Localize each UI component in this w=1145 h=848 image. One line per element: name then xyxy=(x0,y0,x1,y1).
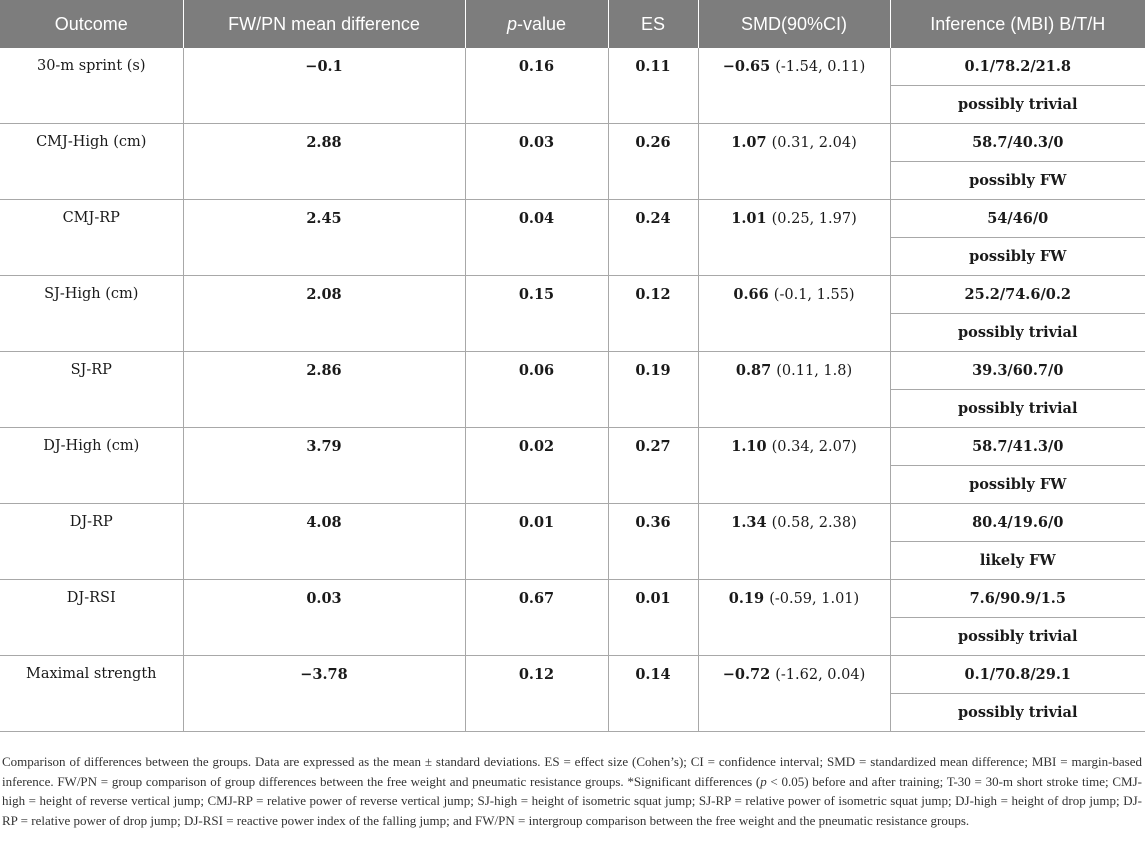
table-row xyxy=(0,580,1145,618)
outcome-cell: SJ-RP xyxy=(0,352,183,428)
smd-confidence-interval: (0.31, 2.04) xyxy=(771,135,857,151)
smd-cell xyxy=(698,580,890,656)
table-row xyxy=(0,200,1145,238)
es-cell: 0.26 xyxy=(608,124,698,200)
smd-estimate: 0.19 xyxy=(728,590,765,607)
smd-estimate: 0.87 xyxy=(735,362,772,379)
p-value-cell: 0.01 xyxy=(465,504,608,580)
mbi-percentages-cell: 54/46/0 xyxy=(890,200,1145,238)
inference-label-cell: possibly trivial xyxy=(890,694,1145,732)
outcome-cell: DJ-RSI xyxy=(0,580,183,656)
outcome-cell: Maximal strength xyxy=(0,656,183,732)
mbi-percentages-cell: 58.7/40.3/0 xyxy=(890,124,1145,162)
outcome-cell: DJ-RP xyxy=(0,504,183,580)
smd-confidence-interval: (-1.54, 0.11) xyxy=(775,59,866,75)
p-value-cell: 0.16 xyxy=(465,48,608,124)
smd-confidence-interval: (0.25, 1.97) xyxy=(771,211,857,227)
es-cell: 0.19 xyxy=(608,352,698,428)
caption-text-part1: Comparison of differences between the groups. Data are expressed as the mean ± standard deviations. ES = effect size (Cohen’s); CI = confidence interval; SMD = standardized mean difference; MBI = margin-based inference. FW/PN = group comparison of group differences between the free weight and pneumatic resistance groups. *Significant differences ( xyxy=(2,754,1142,789)
smd-cell xyxy=(698,504,890,580)
smd-cell xyxy=(698,656,890,732)
p-value-cell: 0.02 xyxy=(465,428,608,504)
header-p-italic: p xyxy=(506,13,517,34)
inference-label-cell: possibly trivial xyxy=(890,618,1145,656)
smd-estimate: 1.34 xyxy=(731,514,767,531)
table-row xyxy=(0,276,1145,314)
inference-label-cell: likely FW xyxy=(890,542,1145,580)
smd-confidence-interval: (0.58, 2.38) xyxy=(771,515,857,531)
mbi-percentages-cell: 58.7/41.3/0 xyxy=(890,428,1145,466)
mbi-percentages-cell: 0.1/78.2/21.8 xyxy=(890,48,1145,86)
smd-estimate: 0.66 xyxy=(733,286,769,303)
smd-confidence-interval: (0.11, 1.8) xyxy=(776,363,853,379)
mbi-percentages-cell: 39.3/60.7/0 xyxy=(890,352,1145,390)
mbi-percentages-cell: 25.2/74.6/0.2 xyxy=(890,276,1145,314)
mean-difference-cell: 2.45 xyxy=(183,200,465,276)
smd-confidence-interval: (0.34, 2.07) xyxy=(771,439,857,455)
p-value-cell: 0.12 xyxy=(465,656,608,732)
inference-label-cell: possibly trivial xyxy=(890,86,1145,124)
header-row xyxy=(0,0,1145,48)
caption-text-part2: < 0.05) before and after training; T-30 = 30-m short stroke time; CMJ-high = height of reverse vertical jump; CMJ-RP = relative power of reverse vertical jump; SJ-high = height of isometric squat jump; SJ-RP = relative power of isometric squat jump; DJ-high = height of drop jump; DJ-RP = relative power of drop jump; DJ-RSI = reactive power index of the falling jump; and FW/PN = intergroup comparison between the free weight and the pneumatic resistance groups. xyxy=(2,773,1142,828)
table-body xyxy=(0,48,1145,732)
smd-confidence-interval: (-1.62, 0.04) xyxy=(775,667,866,683)
header-outcome: Outcome xyxy=(0,0,183,48)
mean-difference-cell: 2.86 xyxy=(183,352,465,428)
mean-difference-cell: 2.08 xyxy=(183,276,465,352)
table-caption xyxy=(2,752,1142,830)
smd-estimate: 1.01 xyxy=(731,210,767,227)
smd-estimate: −0.65 xyxy=(722,58,771,75)
smd-cell xyxy=(698,276,890,352)
header-inference: Inference (MBI) B/T/H xyxy=(890,0,1145,48)
es-cell: 0.27 xyxy=(608,428,698,504)
header-p-value xyxy=(465,0,608,48)
table-row xyxy=(0,504,1145,542)
mean-difference-cell: −3.78 xyxy=(183,656,465,732)
mean-difference-cell: 3.79 xyxy=(183,428,465,504)
mean-difference-cell: 0.03 xyxy=(183,580,465,656)
table-row xyxy=(0,124,1145,162)
smd-estimate: 1.07 xyxy=(731,134,767,151)
p-value-cell: 0.06 xyxy=(465,352,608,428)
smd-cell xyxy=(698,124,890,200)
p-value-cell: 0.04 xyxy=(465,200,608,276)
mbi-percentages-cell: 0.1/70.8/29.1 xyxy=(890,656,1145,694)
smd-cell xyxy=(698,200,890,276)
es-cell: 0.01 xyxy=(608,580,698,656)
smd-cell xyxy=(698,352,890,428)
p-value-cell: 0.67 xyxy=(465,580,608,656)
inference-label-cell: possibly trivial xyxy=(890,390,1145,428)
table-row xyxy=(0,656,1145,694)
es-cell: 0.24 xyxy=(608,200,698,276)
smd-cell xyxy=(698,428,890,504)
header-mean-difference: FW/PN mean difference xyxy=(183,0,465,48)
outcome-cell: CMJ-High (cm) xyxy=(0,124,183,200)
header-p-suffix: -value xyxy=(516,13,567,34)
table-header xyxy=(0,0,1145,48)
header-smd: SMD(90%CI) xyxy=(698,0,890,48)
inference-label-cell: possibly trivial xyxy=(890,314,1145,352)
inference-label-cell: possibly FW xyxy=(890,466,1145,504)
es-cell: 0.11 xyxy=(608,48,698,124)
inference-label-cell: possibly FW xyxy=(890,238,1145,276)
table-row xyxy=(0,428,1145,466)
smd-confidence-interval: (-0.1, 1.55) xyxy=(773,287,855,303)
mean-difference-cell: −0.1 xyxy=(183,48,465,124)
es-cell: 0.36 xyxy=(608,504,698,580)
es-cell: 0.12 xyxy=(608,276,698,352)
header-es: ES xyxy=(608,0,698,48)
p-value-cell: 0.03 xyxy=(465,124,608,200)
caption-p-italic: p xyxy=(760,773,767,789)
outcome-cell: SJ-High (cm) xyxy=(0,276,183,352)
smd-estimate: −0.72 xyxy=(722,666,771,683)
outcome-cell: 30-m sprint (s) xyxy=(0,48,183,124)
mean-difference-cell: 4.08 xyxy=(183,504,465,580)
p-value-cell: 0.15 xyxy=(465,276,608,352)
outcome-cell: DJ-High (cm) xyxy=(0,428,183,504)
table-row xyxy=(0,352,1145,390)
inference-label-cell: possibly FW xyxy=(890,162,1145,200)
smd-cell xyxy=(698,48,890,124)
smd-confidence-interval: (-0.59, 1.01) xyxy=(769,591,860,607)
mean-difference-cell: 2.88 xyxy=(183,124,465,200)
table-row xyxy=(0,48,1145,86)
es-cell: 0.14 xyxy=(608,656,698,732)
outcome-cell: CMJ-RP xyxy=(0,200,183,276)
mbi-percentages-cell: 7.6/90.9/1.5 xyxy=(890,580,1145,618)
mbi-percentages-cell: 80.4/19.6/0 xyxy=(890,504,1145,542)
smd-estimate: 1.10 xyxy=(731,438,767,455)
